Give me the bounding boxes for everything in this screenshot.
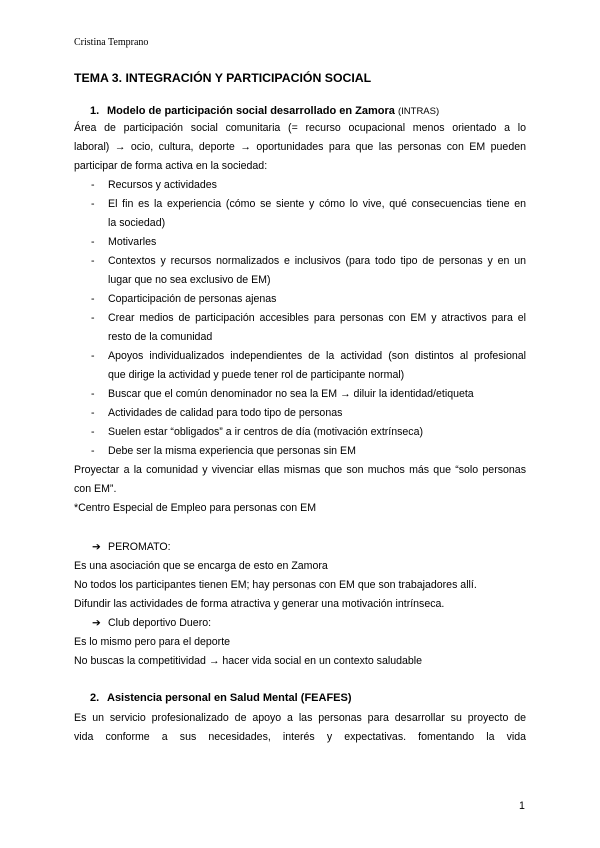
bullet-marker: -: [91, 236, 95, 248]
section-2-heading-text: Asistencia personal en Salud Mental (FEAFES): [107, 692, 352, 704]
bullet-text: Coparticipación de personas ajenas: [108, 293, 277, 305]
section-2-number: 2.: [90, 692, 100, 704]
closing-line: Proyectar a la comunidad y vivenciar ellas mismas que son muchos más que “solo personas: [74, 464, 526, 476]
peromato-heading: [92, 541, 171, 553]
club-heading: [92, 617, 211, 629]
section-1-heading-text: Modelo de participación social desarrollado en Zamora: [107, 105, 395, 117]
page-number: 1: [519, 800, 525, 812]
bullet-text-cont: resto de la comunidad: [108, 331, 213, 343]
club-line: Es lo mismo pero para el deporte: [74, 636, 231, 648]
page-header-author: Cristina Temprano: [74, 37, 149, 48]
section-2-line: vida conforme a sus necesidades, interés y expectativas. fomentando la vida: [74, 731, 526, 743]
bullet-text: Motivarles: [108, 236, 157, 248]
section-1-heading: [90, 105, 439, 117]
footnote: *Centro Especial de Empleo para personas con EM: [74, 502, 317, 514]
bullet-text-cont: la sociedad): [108, 217, 166, 229]
bullet-marker: -: [91, 179, 95, 191]
peromato-label: PEROMATO:: [108, 541, 171, 553]
bullet-text: Contextos y recursos normalizados e inclusivos (para todo tipo de personas y en un: [108, 255, 526, 267]
document-title: TEMA 3. INTEGRACIÓN Y PARTICIPACIÓN SOCIAL: [74, 71, 372, 85]
bullet-text-cont: lugar que no sea exclusivo de EM): [108, 274, 271, 286]
peromato-line: Difundir las actividades de forma atractiva y generar una motivación intrínseca.: [74, 598, 445, 610]
bullet-marker: -: [91, 198, 95, 210]
section-1-heading-note: (INTRAS): [397, 106, 440, 117]
bullet-marker: -: [91, 312, 95, 324]
bullet-text: Crear medios de participación accesibles para personas con EM y atractivos para el: [108, 312, 526, 324]
bullet-text: Actividades de calidad para todo tipo de personas: [108, 407, 343, 419]
peromato-line: No todos los participantes tienen EM; hay personas con EM que son trabajadores allí.: [74, 579, 477, 591]
intro-line: Área de participación social comunitaria (= recurso ocupacional menos orientado a lo: [74, 122, 526, 134]
club-label: Club deportivo Duero:: [108, 617, 212, 629]
bullet-text: Suelen estar “obligados” a ir centros de día (motivación extrínseca): [108, 426, 424, 438]
club-line: No buscas la competitividad → hacer vida social en un contexto saludable: [74, 655, 423, 667]
arrow-icon: ➔: [92, 541, 101, 553]
intro-line: laboral) → ocio, cultura, deporte → oportunidades para que las personas con EM pueden: [74, 141, 526, 153]
bullet-marker: -: [91, 293, 95, 305]
bullet-text: Debe ser la misma experiencia que personas sin EM: [108, 445, 356, 457]
bullet-text-cont: que dirige la actividad y puede tener rol de participante normal): [108, 369, 405, 381]
bullet-marker: -: [91, 426, 95, 438]
section-1-number: 1.: [90, 105, 100, 117]
section-2-line: Es un servicio profesionalizado de apoyo a las personas para desarrollar su proyecto de: [74, 712, 526, 724]
bullet-marker: -: [91, 445, 95, 457]
section-2-heading: [90, 692, 352, 704]
bullet-text: Recursos y actividades: [108, 179, 217, 191]
intro-line: participar de forma activa en la sociedad:: [74, 160, 268, 172]
bullet-marker: -: [91, 350, 95, 362]
arrow-icon: ➔: [92, 617, 101, 629]
bullet-marker: -: [91, 255, 95, 267]
bullet-marker: -: [91, 407, 95, 419]
bullet-text: Apoyos individualizados independientes de la actividad (son distintos al profesional: [108, 350, 526, 362]
closing-line: con EM”.: [74, 483, 117, 495]
bullet-text: El fin es la experiencia (cómo se siente y cómo lo vive, qué consecuencias tiene en: [108, 198, 526, 210]
bullet-text: Buscar que el común denominador no sea la EM → diluir la identidad/etiqueta: [108, 388, 474, 400]
bullet-marker: -: [91, 388, 95, 400]
peromato-line: Es una asociación que se encarga de esto en Zamora: [74, 560, 328, 572]
